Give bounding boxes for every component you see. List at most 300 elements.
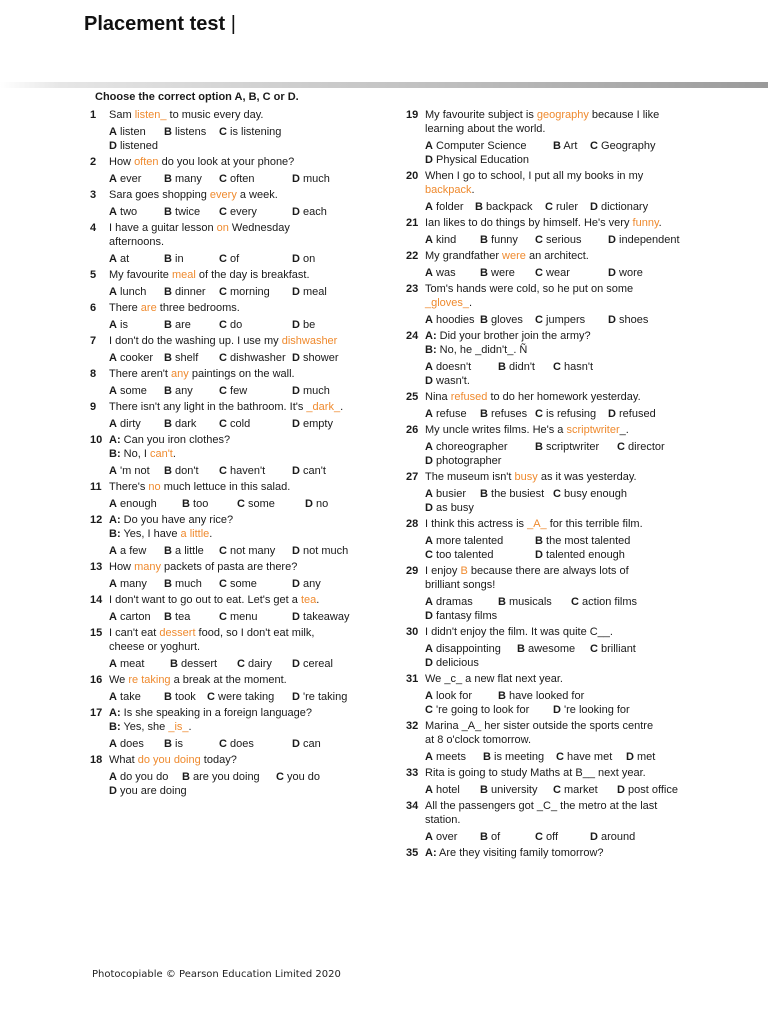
option-letter: B: [480, 784, 488, 796]
option-row: [425, 360, 696, 374]
option-letter: B: [164, 738, 172, 750]
question-text: [406, 719, 696, 733]
question-text: [90, 400, 380, 414]
option-a[interactable]: [425, 407, 467, 421]
question-item: [90, 626, 380, 671]
option-d[interactable]: [425, 501, 474, 515]
option-c[interactable]: [219, 610, 258, 624]
option-letter: C: [571, 596, 579, 608]
option-letter: B: [164, 418, 172, 430]
option-letter: B: [498, 361, 506, 373]
speaker-label: B:: [109, 721, 121, 733]
option-a[interactable]: [425, 689, 472, 703]
option-text: the most talented: [546, 535, 631, 547]
option-text: listened: [120, 140, 158, 152]
option-b[interactable]: [498, 360, 535, 374]
option-b[interactable]: [164, 205, 200, 219]
option-a[interactable]: [109, 737, 144, 751]
option-letter: D: [425, 154, 433, 166]
option-row: [425, 703, 696, 717]
question-item: [90, 480, 380, 511]
option-b[interactable]: [164, 125, 206, 139]
question-number: 3: [90, 189, 97, 201]
option-c[interactable]: [219, 205, 257, 219]
text-segment: .: [316, 594, 320, 606]
question-number: 15: [90, 627, 103, 639]
option-text: empty: [303, 418, 333, 430]
answer-options: [90, 610, 380, 624]
option-row: [109, 544, 380, 558]
option-b[interactable]: [164, 544, 204, 558]
text-segment: as it was yesterday.: [537, 471, 637, 483]
question-text: [406, 183, 696, 197]
option-c[interactable]: [219, 384, 247, 398]
highlighted-answer: backpack: [425, 184, 472, 196]
question-text: [90, 706, 380, 720]
option-b[interactable]: [164, 351, 198, 365]
question-column-left: [90, 108, 380, 800]
option-text: 'm not: [120, 465, 150, 477]
option-text: 're taking: [303, 691, 348, 703]
option-b[interactable]: [164, 737, 183, 751]
option-letter: A: [425, 488, 433, 500]
option-letter: D: [425, 375, 433, 387]
option-c[interactable]: [553, 783, 598, 797]
question-number: 14: [90, 594, 103, 606]
option-c[interactable]: [553, 360, 593, 374]
option-d[interactable]: [292, 285, 327, 299]
option-d[interactable]: [292, 657, 333, 671]
option-d[interactable]: [292, 610, 350, 624]
option-letter: D: [292, 173, 300, 185]
option-d[interactable]: [425, 374, 470, 388]
option-c[interactable]: [425, 548, 494, 562]
option-row: [109, 318, 380, 332]
option-d[interactable]: [425, 609, 497, 623]
question-text: [406, 733, 696, 747]
option-row: [109, 497, 380, 511]
option-row: [109, 577, 380, 591]
option-b[interactable]: [480, 313, 523, 327]
option-c[interactable]: [556, 750, 612, 764]
option-letter: A: [425, 831, 433, 843]
option-text: 're going to look for: [436, 704, 530, 716]
option-letter: D: [425, 610, 433, 622]
option-text: much: [175, 578, 202, 590]
option-text: shoes: [619, 314, 649, 326]
option-b[interactable]: [498, 689, 584, 703]
option-c[interactable]: [219, 318, 242, 332]
answer-options: [90, 690, 380, 704]
option-a[interactable]: [425, 830, 457, 844]
option-text: were: [491, 267, 515, 279]
text-segment: How: [109, 156, 135, 168]
option-text: meets: [436, 751, 466, 763]
answer-options: [406, 534, 696, 562]
option-row: [425, 440, 696, 454]
option-text: busier: [436, 488, 466, 500]
text-segment: do you look at your phone?: [158, 156, 295, 168]
option-c[interactable]: [535, 266, 570, 280]
text-segment: station.: [425, 814, 461, 826]
option-c[interactable]: [219, 577, 257, 591]
option-c[interactable]: [571, 595, 637, 609]
option-b[interactable]: [164, 577, 202, 591]
option-text: jumpers: [546, 314, 586, 326]
option-letter: C: [553, 361, 561, 373]
option-d[interactable]: [617, 783, 678, 797]
answer-options: [406, 750, 696, 764]
option-a[interactable]: [109, 610, 151, 624]
answer-options: [406, 266, 696, 280]
option-row: [425, 595, 696, 609]
option-b[interactable]: [480, 783, 537, 797]
answer-options: [406, 200, 696, 214]
option-d[interactable]: [292, 384, 330, 398]
text-segment: today?: [200, 754, 237, 766]
answer-options: [90, 172, 380, 186]
option-text: more talented: [436, 535, 504, 547]
text-segment: much lettuce in this salad.: [160, 481, 291, 493]
option-letter: C: [207, 691, 215, 703]
option-b[interactable]: [553, 139, 577, 153]
option-text: do you do: [120, 771, 169, 783]
question-text: [406, 799, 696, 813]
option-d[interactable]: [425, 656, 479, 670]
option-b[interactable]: [164, 610, 190, 624]
text-segment: because there are always lots of: [467, 565, 629, 577]
option-row: [425, 200, 696, 214]
option-d[interactable]: [305, 497, 328, 511]
option-b[interactable]: [182, 770, 260, 784]
option-d[interactable]: [425, 454, 501, 468]
text-segment: brilliant songs!: [425, 579, 496, 591]
header-divider: [0, 82, 768, 88]
option-text: listen: [120, 126, 146, 138]
text-segment: to do her homework yesterday.: [487, 391, 641, 403]
answer-options: [406, 487, 696, 515]
question-item: [406, 423, 696, 468]
option-text: brilliant: [601, 643, 636, 655]
option-letter: B: [480, 234, 488, 246]
option-d[interactable]: [608, 407, 656, 421]
text-segment: I enjoy: [425, 565, 461, 577]
option-text: post office: [628, 784, 678, 796]
option-a[interactable]: [109, 172, 141, 186]
option-c[interactable]: [219, 172, 254, 186]
question-item: [90, 433, 380, 478]
option-c[interactable]: [237, 657, 272, 671]
option-d[interactable]: [292, 464, 326, 478]
text-segment: Sara goes shopping: [109, 189, 210, 201]
option-c[interactable]: [535, 313, 585, 327]
highlighted-answer: a little: [180, 528, 210, 540]
question-number: 35: [406, 847, 419, 859]
option-d[interactable]: [292, 351, 338, 365]
option-text: met: [637, 751, 656, 763]
option-row: [425, 534, 696, 548]
option-b[interactable]: [535, 534, 630, 548]
option-letter: D: [305, 498, 313, 510]
option-d[interactable]: [109, 784, 187, 798]
option-d[interactable]: [109, 139, 158, 153]
option-d[interactable]: [535, 548, 625, 562]
option-a[interactable]: [109, 497, 157, 511]
option-c[interactable]: [207, 690, 274, 704]
option-d[interactable]: [292, 252, 315, 266]
option-a[interactable]: [109, 417, 141, 431]
option-a[interactable]: [109, 285, 146, 299]
option-c[interactable]: [535, 830, 558, 844]
question-number: 28: [406, 518, 419, 530]
option-d[interactable]: [292, 737, 321, 751]
option-c[interactable]: [219, 737, 254, 751]
option-c[interactable]: [219, 285, 270, 299]
text-segment: for this terrible film.: [546, 518, 643, 530]
option-row: [425, 750, 696, 764]
option-row: [425, 656, 696, 670]
option-a[interactable]: [109, 125, 146, 139]
text-segment: packets of pasta are there?: [160, 561, 298, 573]
option-c[interactable]: [219, 417, 250, 431]
option-letter: D: [590, 831, 598, 843]
question-item: [406, 625, 696, 670]
question-number: 22: [406, 250, 419, 262]
option-text: often: [230, 173, 255, 185]
option-letter: B: [480, 831, 488, 843]
question-text: [90, 334, 380, 348]
option-text: take: [120, 691, 141, 703]
option-d[interactable]: [292, 544, 348, 558]
option-text: director: [628, 441, 665, 453]
option-b[interactable]: [164, 417, 196, 431]
option-d[interactable]: [626, 750, 655, 764]
option-b[interactable]: [480, 407, 527, 421]
option-text: independent: [619, 234, 680, 246]
option-a[interactable]: [425, 139, 527, 153]
option-a[interactable]: [109, 690, 141, 704]
option-letter: B: [517, 643, 525, 655]
option-a[interactable]: [425, 595, 473, 609]
title-text: Placement test: [84, 13, 226, 35]
option-a[interactable]: [109, 205, 137, 219]
option-d[interactable]: [590, 830, 635, 844]
option-b[interactable]: [480, 266, 515, 280]
question-number: 13: [90, 561, 103, 573]
option-b[interactable]: [182, 497, 208, 511]
text-segment: at 8 o'clock tomorrow.: [425, 734, 532, 746]
option-b[interactable]: [535, 440, 599, 454]
option-c[interactable]: [535, 407, 596, 421]
text-segment: an architect.: [525, 250, 589, 262]
option-a[interactable]: [425, 360, 471, 374]
option-letter: D: [425, 455, 433, 467]
speaker-label: A:: [109, 514, 121, 526]
option-d[interactable]: [292, 577, 321, 591]
option-a[interactable]: [425, 783, 460, 797]
option-text: you are doing: [120, 785, 187, 797]
option-text: cold: [230, 418, 251, 430]
option-d[interactable]: [608, 233, 680, 247]
question-item: [90, 400, 380, 431]
option-c[interactable]: [237, 497, 275, 511]
option-d[interactable]: [553, 703, 630, 717]
highlighted-answer: on: [216, 222, 229, 234]
option-letter: A: [425, 535, 433, 547]
option-c[interactable]: [425, 703, 529, 717]
text-segment: I think this actress is: [425, 518, 528, 530]
option-d[interactable]: [292, 690, 347, 704]
answer-options: [406, 407, 696, 421]
option-a[interactable]: [425, 487, 466, 501]
text-segment: afternoons.: [109, 236, 165, 248]
highlighted-answer: listen_: [134, 109, 167, 121]
option-b[interactable]: [480, 830, 500, 844]
text-segment: Yes, she: [120, 721, 169, 733]
highlighted-answer: are: [140, 302, 157, 314]
text-segment: There: [109, 302, 141, 314]
option-row: [109, 737, 380, 751]
option-row: [425, 233, 696, 247]
option-text: serious: [546, 234, 582, 246]
option-b[interactable]: [517, 642, 575, 656]
option-text: off: [546, 831, 559, 843]
option-letter: C: [535, 234, 543, 246]
option-letter: A: [425, 596, 433, 608]
option-text: dark: [175, 418, 197, 430]
option-text: many: [120, 578, 147, 590]
option-a[interactable]: [425, 266, 456, 280]
option-c[interactable]: [590, 642, 636, 656]
option-a[interactable]: [109, 770, 168, 784]
option-row: [425, 139, 696, 153]
option-a[interactable]: [425, 313, 475, 327]
option-row: [109, 172, 380, 186]
question-text: [406, 625, 696, 639]
answer-options: [90, 577, 380, 591]
option-d[interactable]: [292, 172, 330, 186]
question-number: 11: [90, 481, 102, 493]
option-letter: A: [109, 253, 117, 265]
question-text: [406, 517, 696, 531]
option-d[interactable]: [292, 318, 315, 332]
question-text: [406, 329, 696, 343]
question-number: 20: [406, 170, 419, 182]
option-text: fantasy films: [436, 610, 498, 622]
option-d[interactable]: [292, 417, 333, 431]
option-a[interactable]: [425, 534, 503, 548]
option-c[interactable]: [535, 233, 581, 247]
option-b[interactable]: [480, 233, 518, 247]
text-segment: .: [469, 297, 473, 309]
option-letter: C: [545, 201, 553, 213]
option-a[interactable]: [109, 384, 147, 398]
text-segment: paintings on the wall.: [188, 368, 295, 380]
text-segment: cheese or yoghurt.: [109, 641, 201, 653]
option-c[interactable]: [553, 487, 627, 501]
question-item: [406, 249, 696, 280]
option-b[interactable]: [480, 487, 544, 501]
option-c[interactable]: [219, 544, 275, 558]
option-a[interactable]: [109, 544, 146, 558]
option-d[interactable]: [292, 205, 327, 219]
option-b[interactable]: [164, 464, 199, 478]
option-a[interactable]: [425, 200, 464, 214]
option-text: any: [303, 578, 321, 590]
option-b[interactable]: [164, 252, 184, 266]
option-b[interactable]: [498, 595, 552, 609]
option-b[interactable]: [164, 690, 196, 704]
instruction-text: Choose the correct option A, B, C or D.: [95, 91, 299, 103]
option-letter: C: [219, 611, 227, 623]
option-c[interactable]: [219, 252, 239, 266]
text-segment: .: [471, 184, 475, 196]
option-c[interactable]: [219, 351, 286, 365]
option-d[interactable]: [608, 266, 643, 280]
option-a[interactable]: [109, 464, 150, 478]
option-a[interactable]: [109, 318, 128, 332]
option-text: shelf: [175, 352, 199, 364]
question-item: [90, 221, 380, 266]
option-text: be: [303, 319, 316, 331]
option-d[interactable]: [425, 153, 529, 167]
option-b[interactable]: [164, 384, 193, 398]
option-c[interactable]: [219, 125, 281, 139]
question-item: [90, 334, 380, 365]
option-text: tea: [175, 611, 191, 623]
option-d[interactable]: [608, 313, 648, 327]
option-b[interactable]: [475, 200, 533, 214]
option-a[interactable]: [109, 252, 129, 266]
option-a[interactable]: [425, 750, 466, 764]
option-text: ever: [120, 173, 142, 185]
option-c[interactable]: [219, 464, 265, 478]
option-letter: B: [182, 771, 190, 783]
option-c[interactable]: [545, 200, 578, 214]
text-segment: three bedrooms.: [156, 302, 240, 314]
option-c[interactable]: [617, 440, 665, 454]
option-b[interactable]: [483, 750, 544, 764]
highlighted-answer: many: [134, 561, 161, 573]
option-text: refuse: [436, 408, 467, 420]
option-a[interactable]: [425, 642, 501, 656]
option-b[interactable]: [170, 657, 217, 671]
option-text: you do: [287, 771, 321, 783]
option-b[interactable]: [164, 318, 191, 332]
option-a[interactable]: [425, 440, 508, 454]
option-text: morning: [230, 286, 270, 298]
option-a[interactable]: [109, 351, 153, 365]
question-text: [90, 447, 380, 461]
option-c[interactable]: [276, 770, 320, 784]
question-text: [406, 390, 696, 404]
option-a[interactable]: [425, 233, 456, 247]
option-c[interactable]: [590, 139, 655, 153]
option-text: dessert: [181, 658, 218, 670]
question-text: [90, 640, 380, 654]
option-a[interactable]: [109, 657, 144, 671]
option-text: no: [316, 498, 329, 510]
option-text: was: [436, 267, 456, 279]
option-letter: B: [164, 253, 172, 265]
option-row: [425, 487, 696, 501]
option-b[interactable]: [164, 285, 206, 299]
option-a[interactable]: [109, 577, 147, 591]
option-d[interactable]: [590, 200, 648, 214]
option-b[interactable]: [164, 172, 202, 186]
option-letter: A: [425, 751, 433, 763]
option-letter: B: [164, 691, 172, 703]
